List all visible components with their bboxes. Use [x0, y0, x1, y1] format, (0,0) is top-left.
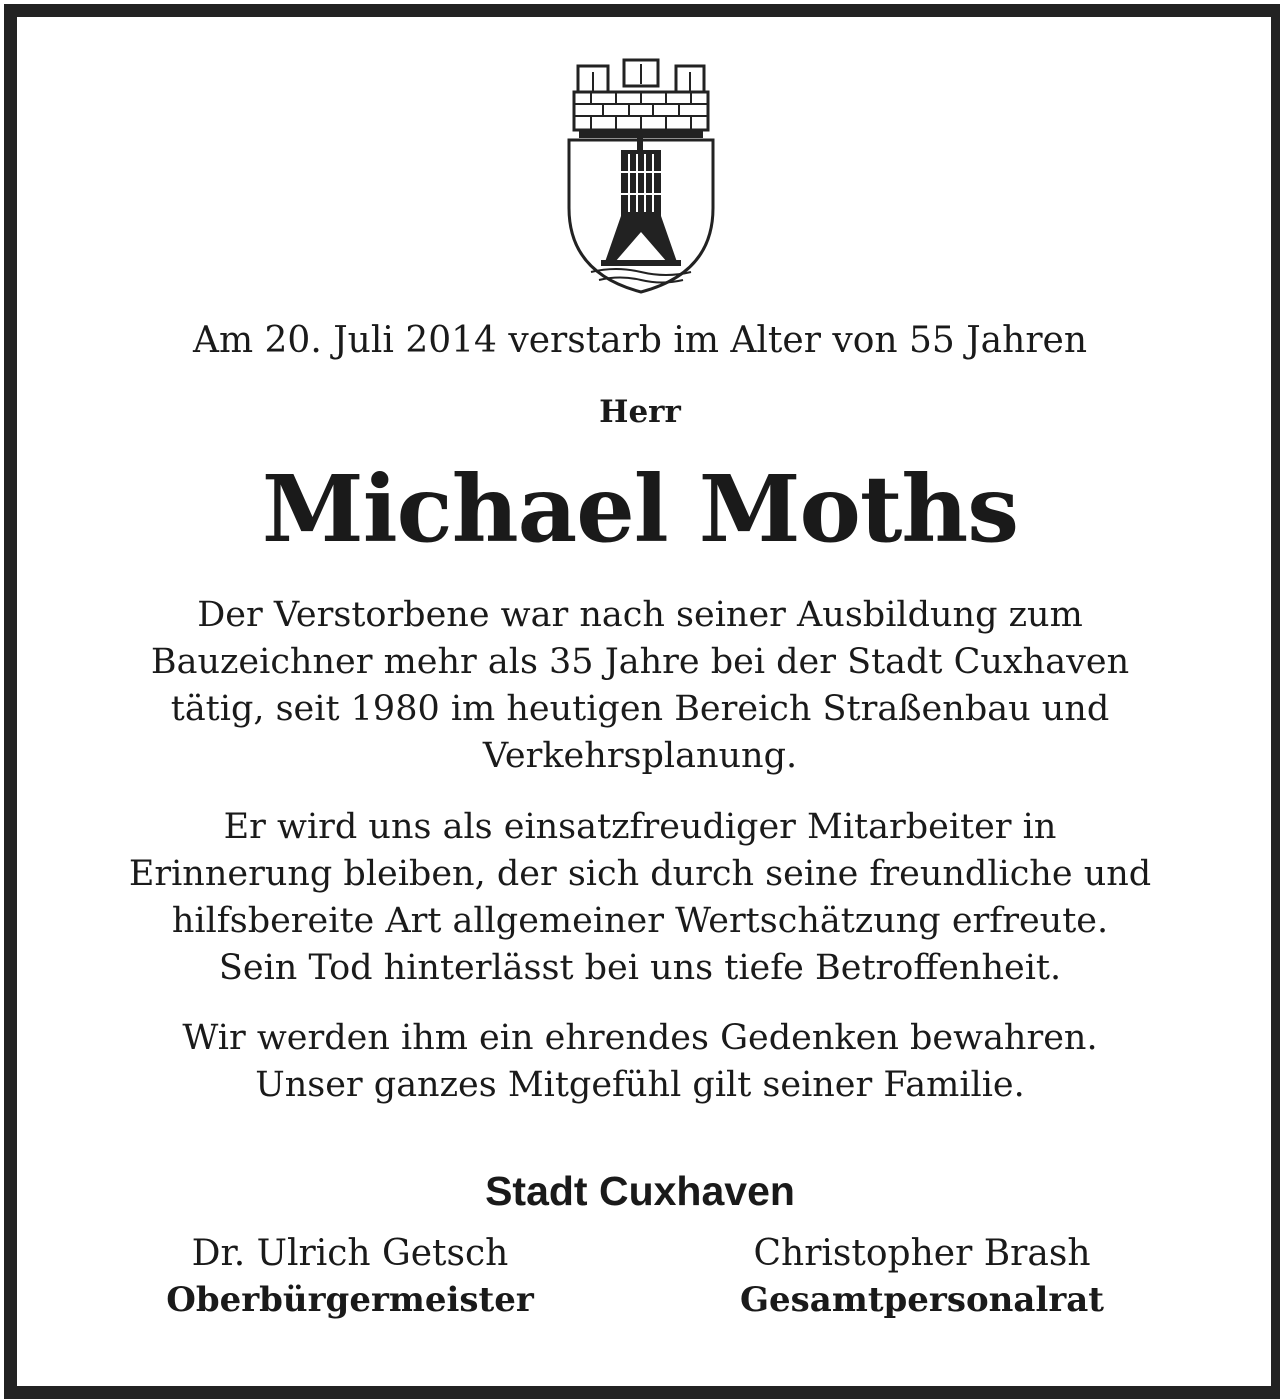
paragraph-line: Erinnerung bleiben, der sich durch seine freundliche und [128, 854, 1152, 894]
deceased-name: Michael Moths [261, 455, 1019, 563]
paragraph-line: Wir werden ihm ein ehrendes Gedenken bewahren. [182, 1018, 1098, 1058]
paragraph-line: Unser ganzes Mitgefühl gilt seiner Familie. [255, 1065, 1025, 1105]
paragraph-line: Er wird uns als einsatzfreudiger Mitarbeiter in [223, 807, 1057, 847]
remembrance-paragraph [0, 804, 1280, 992]
career-paragraph [0, 592, 1280, 780]
signatory-staff-council [642, 1231, 1202, 1323]
signatory-mayor [70, 1231, 630, 1323]
paragraph-line: hilfsbereite Art allgemeiner Wertschätzung erfreute. [171, 901, 1109, 941]
paragraph-line: Bauzeichner mehr als 35 Jahre bei der Stadt Cuxhaven [150, 642, 1130, 682]
paragraph-line: Der Verstorbene war nach seiner Ausbildung zum [197, 595, 1083, 635]
paragraph-line: tätig, seit 1980 im heutigen Bereich Straßenbau und [170, 689, 1110, 729]
condolence-paragraph [0, 1015, 1280, 1109]
death-announcement-intro: Am 20. Juli 2014 verstarb im Alter von 55 Jahren [192, 320, 1088, 361]
signatory-title: Gesamtpersonalrat [740, 1280, 1104, 1320]
paragraph-line: Sein Tod hinterlässt bei uns tiefe Betroffenheit. [218, 948, 1062, 988]
signatory-title: Oberbürgermeister [166, 1280, 534, 1320]
sender-organization: Stadt Cuxhaven [485, 1168, 795, 1214]
paragraph-line: Verkehrsplanung. [482, 736, 798, 776]
city-coat-of-arms-icon [561, 48, 721, 298]
signatory-name: Dr. Ulrich Getsch [191, 1233, 509, 1274]
salutation: Herr [599, 394, 681, 430]
signatory-name: Christopher Brash [753, 1233, 1091, 1274]
